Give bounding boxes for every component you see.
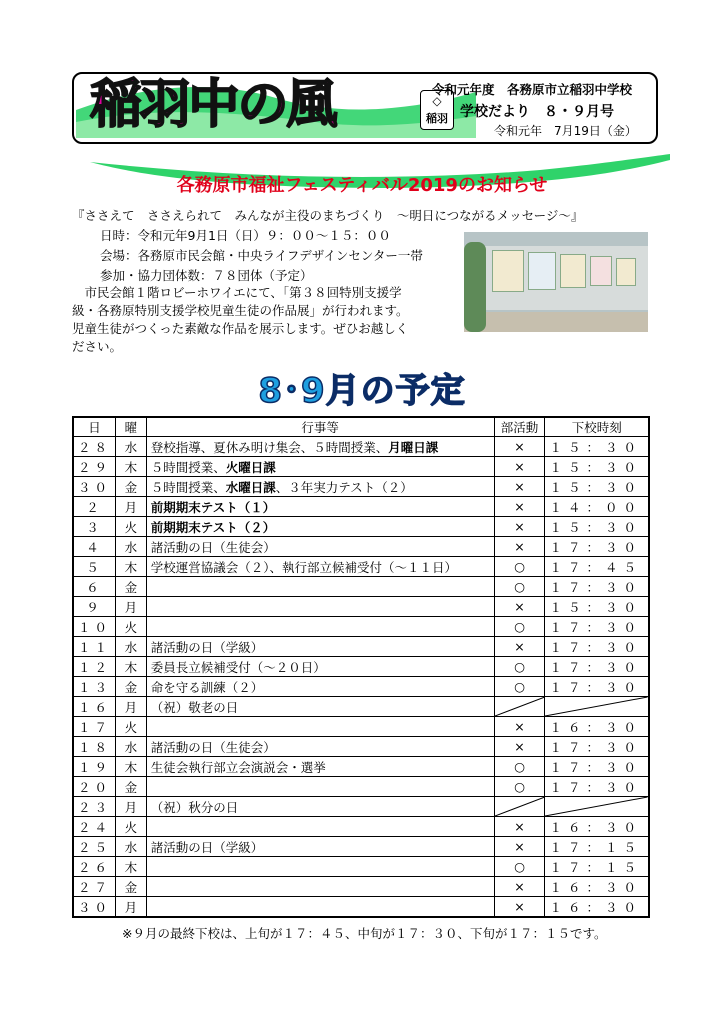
table-row (73, 817, 649, 837)
club-cell: × (494, 717, 545, 737)
club-cell (494, 797, 545, 817)
school-crest-logo: ◇ 稲羽 (420, 90, 454, 130)
event-highlight: 火曜日課 (225, 459, 276, 475)
table-row (73, 577, 649, 597)
table-header-row (73, 417, 649, 437)
weekday-cell: 火 (116, 517, 147, 537)
day-cell: １１ (73, 637, 116, 657)
day-cell: ２６ (73, 857, 116, 877)
dismissal-cell: １７：３０ (545, 757, 649, 777)
table-row (73, 677, 649, 697)
table-row (73, 557, 649, 577)
club-cell: × (494, 537, 545, 557)
dismissal-cell: １７：３０ (545, 637, 649, 657)
event-cell (146, 457, 494, 477)
club-cell: ○ (494, 857, 545, 877)
event-cell (146, 557, 494, 577)
day-cell: ２９ (73, 457, 116, 477)
weekday-cell: 金 (116, 577, 147, 597)
club-cell: × (494, 477, 545, 497)
table-row (73, 537, 649, 557)
club-cell: × (494, 837, 545, 857)
event-highlight: 前期期末テスト（２） (150, 519, 276, 535)
weekday-cell: 木 (116, 457, 147, 477)
event-cell (146, 597, 494, 617)
weekday-cell: 月 (116, 597, 147, 617)
event-highlight: 水曜日課 (225, 479, 276, 495)
event-text: 、３年実力テスト（２） (275, 479, 413, 495)
dismissal-cell: １７：１５ (545, 857, 649, 877)
event-cell (146, 857, 494, 877)
weekday-cell: 金 (116, 877, 147, 897)
day-cell: １６ (73, 697, 116, 717)
day-cell: ５ (73, 557, 116, 577)
club-cell (494, 697, 545, 717)
day-cell: １８ (73, 737, 116, 757)
club-cell: × (494, 457, 545, 477)
day-cell: ２５ (73, 837, 116, 857)
dismissal-cell: １７：３０ (545, 577, 649, 597)
dismissal-cell (545, 797, 649, 817)
weekday-cell: 木 (116, 657, 147, 677)
day-cell: １０ (73, 617, 116, 637)
event-text: 命を守る訓練（２） (150, 679, 264, 695)
col-dismissal: 下校時刻 (545, 417, 649, 437)
table-row (73, 737, 649, 757)
masthead-box (72, 72, 658, 144)
dismissal-cell: １７：３０ (545, 657, 649, 677)
col-club: 部活動 (494, 417, 545, 437)
table-row (73, 517, 649, 537)
dismissal-cell: １７：３０ (545, 677, 649, 697)
dismissal-cell: １５：３０ (545, 597, 649, 617)
article-subtitle: 『ささえて ささえられて みんなが主役のまちづくり ～明日につながるメッセージ～』 (72, 208, 584, 223)
day-cell: ２３ (73, 797, 116, 817)
col-day: 日 (73, 417, 116, 437)
dismissal-cell: １７：３０ (545, 537, 649, 557)
weekday-cell: 水 (116, 637, 147, 657)
table-row (73, 717, 649, 737)
event-cell (146, 697, 494, 717)
club-cell: × (494, 897, 545, 918)
club-cell: ○ (494, 757, 545, 777)
weekday-cell: 金 (116, 677, 147, 697)
club-cell: × (494, 597, 545, 617)
article-body-line: 児童生徒がつくった素敵な作品を展示します。ぜひお越しく (72, 321, 409, 336)
article-body-line: 級・各務原特別支援学校児童生徒の作品展」が行われます。 (72, 303, 409, 318)
day-cell: １７ (73, 717, 116, 737)
dismissal-cell: １７：３０ (545, 737, 649, 757)
table-row (73, 697, 649, 717)
event-cell (146, 677, 494, 697)
dismissal-cell: １５：３０ (545, 457, 649, 477)
newsletter-issue: 学校だより ８・９月号 (460, 104, 614, 120)
weekday-cell: 火 (116, 717, 147, 737)
diagonal-slash (545, 697, 648, 716)
event-cell (146, 437, 494, 457)
table-row (73, 617, 649, 637)
event-text: （祝）敬老の日 (150, 699, 239, 715)
club-cell: ○ (494, 557, 545, 577)
weekday-cell: 火 (116, 817, 147, 837)
schedule-title: 8･9月の予定 (258, 371, 466, 411)
event-highlight: 前期期末テスト（１） (150, 499, 276, 515)
event-text: ５時間授業、 (150, 479, 226, 495)
event-cell (146, 897, 494, 918)
club-cell: × (494, 517, 545, 537)
day-cell: １９ (73, 757, 116, 777)
article-body-line: ださい。 (72, 339, 123, 354)
school-name-line: 令和元年度 各務原市立稲羽中学校 (432, 82, 633, 97)
col-event: 行事等 (146, 417, 494, 437)
club-cell: × (494, 437, 545, 457)
article-body-line: 市民会館１階ロビーホワイエにて、「第３８回特別支援学 (72, 285, 402, 300)
dismissal-cell: １６：３０ (545, 817, 649, 837)
club-cell: ○ (494, 577, 545, 597)
event-cell (146, 837, 494, 857)
event-text: 生徒会執行部立会演説会・選挙 (150, 759, 326, 775)
event-date: 日時：令和元年9月1日（日）９：００～１５：００ (100, 228, 391, 243)
table-row (73, 657, 649, 677)
table-row (73, 437, 649, 457)
event-cell (146, 537, 494, 557)
club-cell: ○ (494, 617, 545, 637)
weekday-cell: 水 (116, 437, 147, 457)
dismissal-cell: １６：３０ (545, 717, 649, 737)
day-cell: １３ (73, 677, 116, 697)
day-cell: ３ (73, 517, 116, 537)
event-cell (146, 877, 494, 897)
weekday-cell: 水 (116, 537, 147, 557)
dismissal-cell: １７：３０ (545, 777, 649, 797)
day-cell: ２８ (73, 437, 116, 457)
weekday-cell: 水 (116, 837, 147, 857)
weekday-cell: 火 (116, 617, 147, 637)
club-cell: × (494, 877, 545, 897)
table-row (73, 457, 649, 477)
col-weekday: 曜 (116, 417, 147, 437)
diagonal-slash (495, 697, 545, 716)
event-text: 諸活動の日（生徒会） (150, 739, 276, 755)
event-text: （祝）秋分の日 (150, 799, 239, 815)
event-cell (146, 777, 494, 797)
day-cell: ２ (73, 497, 116, 517)
article-title: 各務原市福祉フェスティバル2019のお知らせ (176, 175, 548, 196)
table-row (73, 857, 649, 877)
weekday-cell: 木 (116, 857, 147, 877)
table-row (73, 597, 649, 617)
table-row (73, 477, 649, 497)
event-cell (146, 657, 494, 677)
event-cell (146, 497, 494, 517)
event-cell (146, 757, 494, 777)
dismissal-cell: １７：４５ (545, 557, 649, 577)
event-cell (146, 717, 494, 737)
day-cell: ２０ (73, 777, 116, 797)
dismissal-cell: １７：１５ (545, 837, 649, 857)
club-cell: ○ (494, 777, 545, 797)
event-text: 登校指導、夏休み明け集会、５時間授業、 (150, 439, 389, 455)
weekday-cell: 月 (116, 697, 147, 717)
dismissal-cell: １５：３０ (545, 477, 649, 497)
event-venue: 会場：各務原市民会館・中央ライフデザインセンター一帯 (100, 248, 423, 263)
dismissal-cell: １６：３０ (545, 897, 649, 918)
table-row (73, 897, 649, 918)
exhibition-photo (464, 232, 648, 332)
dismissal-cell: １７：３０ (545, 617, 649, 637)
diagonal-slash (495, 797, 545, 816)
issue-date: 令和元年 7月19日（金） (494, 124, 637, 138)
club-cell: × (494, 497, 545, 517)
schedule-table (72, 416, 650, 918)
table-row (73, 797, 649, 817)
table-row (73, 877, 649, 897)
table-row (73, 637, 649, 657)
weekday-cell: 金 (116, 777, 147, 797)
day-cell: ４ (73, 537, 116, 557)
event-text: 委員長立候補受付（～２０日） (150, 659, 326, 675)
event-text: 諸活動の日（学級） (150, 839, 264, 855)
event-cell (146, 477, 494, 497)
dismissal-cell: １５：３０ (545, 517, 649, 537)
weekday-cell: 金 (116, 477, 147, 497)
dismissal-cell: １５：３０ (545, 437, 649, 457)
club-cell: × (494, 817, 545, 837)
event-cell (146, 617, 494, 637)
weekday-cell: 水 (116, 737, 147, 757)
day-cell: ２４ (73, 817, 116, 837)
masthead-title: 稲羽中の風 (90, 75, 336, 135)
weekday-cell: 木 (116, 757, 147, 777)
dismissal-cell: １４：００ (545, 497, 649, 517)
day-cell: ３０ (73, 897, 116, 918)
event-text: 学校運営協議会（２）、執行部立候補受付（～１１日） (150, 559, 457, 575)
day-cell: ２７ (73, 877, 116, 897)
day-cell: １２ (73, 657, 116, 677)
dismissal-cell (545, 697, 649, 717)
day-cell: ９ (73, 597, 116, 617)
weekday-cell: 木 (116, 557, 147, 577)
event-cell (146, 817, 494, 837)
club-cell: ○ (494, 677, 545, 697)
event-cell (146, 737, 494, 757)
event-highlight: 月曜日課 (388, 439, 439, 455)
schedule-footnote: ※９月の最終下校は、上旬が１７：４５、中旬が１７：３０、下旬が１７：１５です。 (122, 926, 607, 941)
table-row (73, 497, 649, 517)
club-cell: ○ (494, 657, 545, 677)
club-cell: × (494, 637, 545, 657)
day-cell: ３０ (73, 477, 116, 497)
event-cell (146, 577, 494, 597)
weekday-cell: 月 (116, 797, 147, 817)
event-text: ５時間授業、 (150, 459, 226, 475)
event-groups: 参加・協力団体数：７８団体（予定） (100, 268, 313, 283)
event-cell (146, 797, 494, 817)
event-cell (146, 517, 494, 537)
dismissal-cell: １６：３０ (545, 877, 649, 897)
club-cell: × (494, 737, 545, 757)
event-text: 諸活動の日（生徒会） (150, 539, 276, 555)
table-row (73, 757, 649, 777)
table-row (73, 837, 649, 857)
day-cell: ６ (73, 577, 116, 597)
diagonal-slash (545, 797, 648, 816)
table-row (73, 777, 649, 797)
weekday-cell: 月 (116, 897, 147, 918)
weekday-cell: 月 (116, 497, 147, 517)
event-cell (146, 637, 494, 657)
event-text: 諸活動の日（学級） (150, 639, 264, 655)
